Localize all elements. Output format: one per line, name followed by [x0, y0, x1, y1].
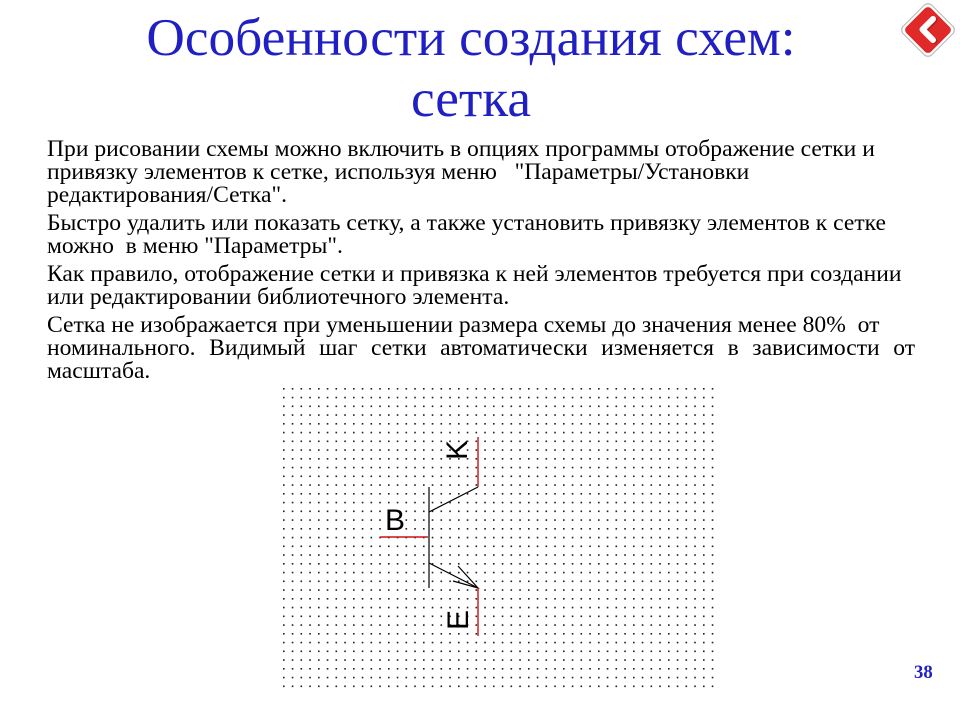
text-line: или редактировании библиотечного элемента.: [47, 284, 510, 310]
text-line: Быстро удалить или показать сетку, а также установить привязку элементов к сетке: [47, 210, 887, 236]
body-text: [47, 138, 915, 383]
text-line: привязку элементов к сетке, используя меню "Параметры/Установки: [47, 159, 750, 185]
slide-title: [0, 7, 942, 129]
collector-label: K: [441, 439, 474, 460]
text-line: редактирования/Сетка".: [47, 182, 287, 208]
paragraph: [47, 138, 915, 207]
page-number: 38: [914, 662, 933, 683]
grid-figure: [277, 382, 718, 696]
base-label: B: [385, 504, 406, 537]
text-line: масштаба.: [47, 358, 151, 384]
paragraph: [47, 263, 915, 309]
back-button[interactable]: [897, 0, 959, 60]
emitter-label: E: [442, 609, 475, 630]
grid-schematic: [277, 382, 718, 696]
text-line: Как правило, отображение сетки и привязка к ней элементов требуется при создании: [47, 261, 902, 287]
paragraph: [47, 212, 915, 258]
text-line: Сетка не изображается при уменьшении размера схемы до значения менее 80% от: [47, 312, 880, 338]
text-line: При рисовании схемы можно включить в опциях программы отображение сетки и: [47, 136, 875, 162]
text-line: номинального. Видимый шаг сетки автоматически изменяется в зависимости от: [47, 335, 915, 361]
back-button-graphic: [897, 0, 959, 60]
paragraph: [47, 314, 915, 383]
title-line-2: сетка: [411, 69, 531, 128]
grid-background: [277, 382, 718, 696]
title-line-1: Особенности создания схем:: [146, 8, 796, 67]
text-line: можно в меню "Параметры".: [47, 233, 343, 259]
